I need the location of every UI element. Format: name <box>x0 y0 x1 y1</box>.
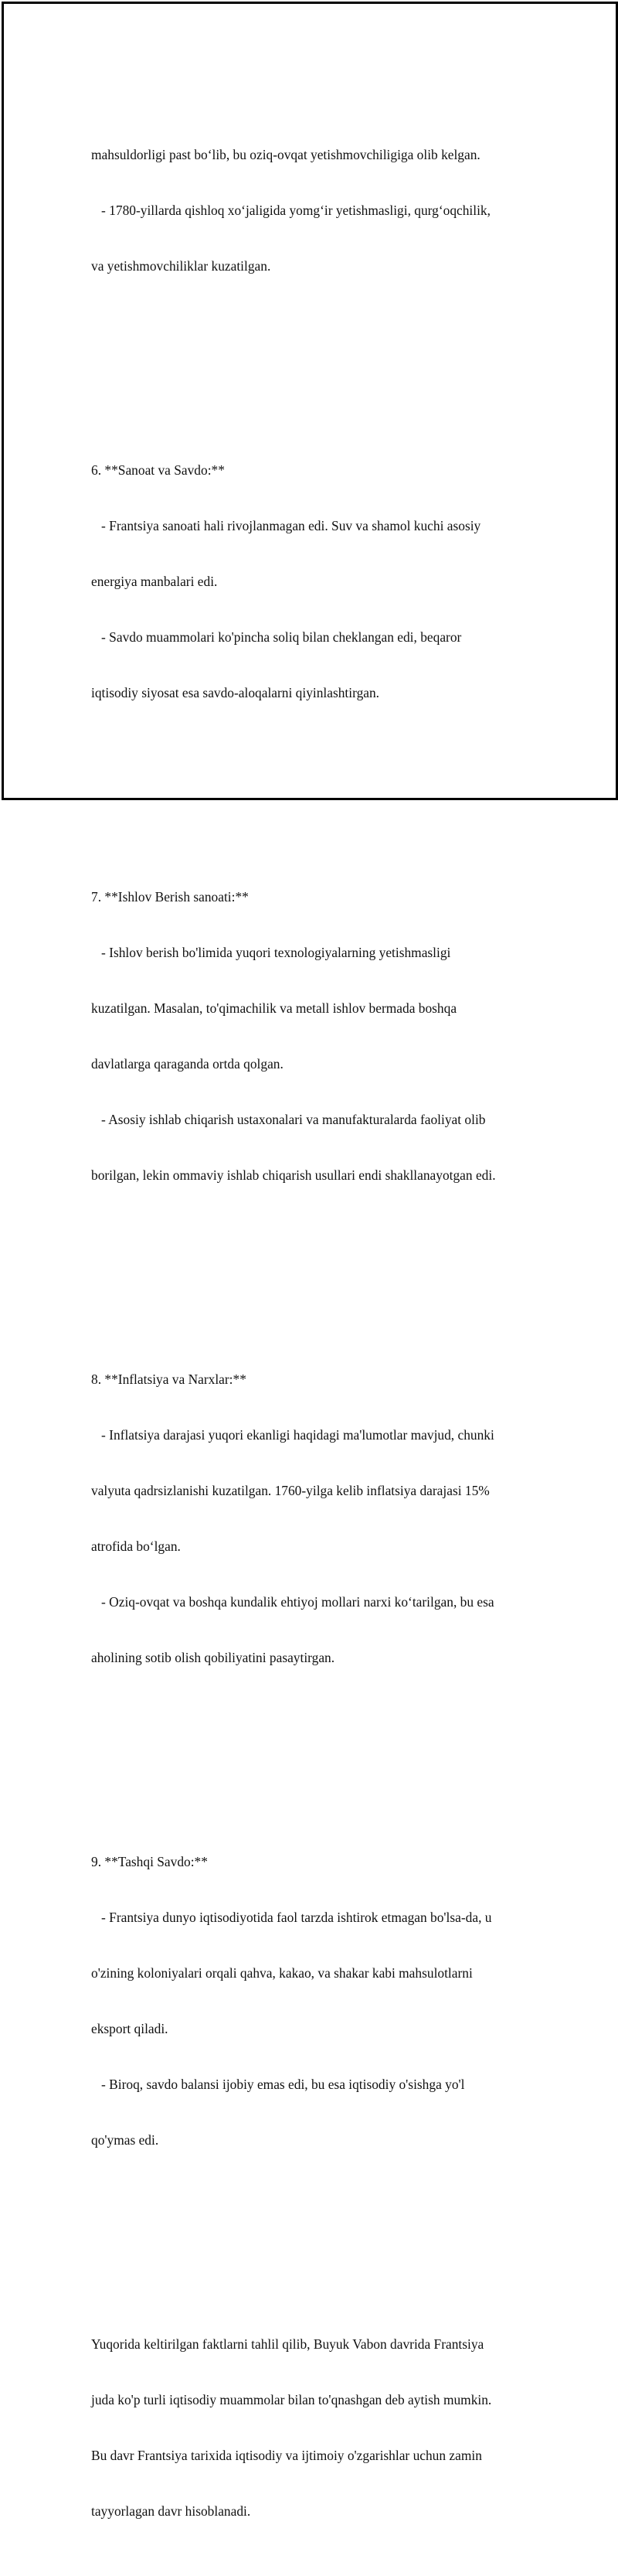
text-line: energiya manbalari edi. <box>91 574 218 589</box>
text-line: - Asosiy ishlab chiqarish ustaxonalari va manufakturalarda faoliyat olib <box>91 1112 486 1127</box>
text-line: valyuta qadrsizlanishi kuzatilgan. 1760-yilga kelib inflatsiya darajasi 15% <box>91 1483 490 1498</box>
intro-paragraph <box>91 108 539 312</box>
text-line: - Biroq, savdo balansi ijobiy emas edi, bu esa iqtisodiy o'sishga yo'l <box>91 2077 465 2092</box>
paragraph-spacer <box>91 2223 539 2242</box>
text-line: atrofida bo‘lgan. <box>91 1538 181 1554</box>
section-heading: 6. **Sanoat va Savdo:** <box>91 462 225 478</box>
text-line: - Oziq-ovqat va boshqa kundalik ehtiyoj mollari narxi ko‘tarilgan, bu esa <box>91 1594 494 1610</box>
text-line: eksport qiladi. <box>91 2021 168 2036</box>
text-line: borilgan, lekin ommaviy ishlab chiqarish usullari endi shakllanayotgan edi. <box>91 1167 496 1183</box>
text-line: o'zining koloniyalari orqali qahva, kakao, va shakar kabi mahsulotlarni <box>91 1965 473 1981</box>
document-body <box>91 71 539 2576</box>
paragraph-spacer <box>91 1741 539 1760</box>
text-line: - Frantsiya sanoati hali rivojlanmagan edi. Suv va shamol kuchi asosiy <box>91 518 481 533</box>
text-line: juda ko'p turli iqtisodiy muammolar bilan to'qnashgan deb aytish mumkin. <box>91 2392 492 2407</box>
text-line: - Frantsiya dunyo iqtisodiyotida faol tarzda ishtirok etmagan bo'lsa-da, u <box>91 1910 492 1925</box>
section-heading: 8. **Inflatsiya va Narxlar:** <box>91 1371 246 1387</box>
text-line: kuzatilgan. Masalan, to'qimachilik va metall ishlov bermada boshqa <box>91 1000 457 1016</box>
paragraph-spacer <box>91 349 539 368</box>
text-line: - Ishlov berish bo'limida yuqori texnologiyalarning yetishmasligi <box>91 945 451 960</box>
text-line: davlatlarga qaraganda ortda qolgan. <box>91 1056 284 1072</box>
text-line: iqtisodiy siyosat esa savdo-aloqalarni qiyinlashtirgan. <box>91 685 380 700</box>
paragraph-spacer <box>91 776 539 795</box>
text-line: qo'ymas edi. <box>91 2132 159 2148</box>
conclusion-paragraph <box>91 2298 539 2557</box>
text-line: tayyorlagan davr hisoblanadi. <box>91 2503 251 2519</box>
section-6 <box>91 424 539 739</box>
text-line: - Inflatsiya darajasi yuqori ekanligi haqidagi ma'lumotlar mavjud, chunki <box>91 1427 494 1443</box>
section-9 <box>91 1815 539 2186</box>
text-line: aholining sotib olish qobiliyatini pasaytirgan. <box>91 1650 335 1665</box>
section-8 <box>91 1333 539 1704</box>
section-7 <box>91 850 539 1222</box>
section-heading: 7. **Ishlov Berish sanoati:** <box>91 889 249 905</box>
text-line: - Savdo muammolari ko'pincha soliq bilan cheklangan edi, beqaror <box>91 629 462 645</box>
text-line: va yetishmovchiliklar kuzatilgan. <box>91 258 271 274</box>
text-line: Yuqorida keltirilgan faktlarni tahlil qilib, Buyuk Vabon davrida Frantsiya <box>91 2336 484 2352</box>
paragraph-spacer <box>91 1259 539 1277</box>
text-line: mahsuldorligi past bo‘lib, bu oziq-ovqat yetishmovchiligiga olib kelgan. <box>91 147 480 162</box>
text-line: - 1780-yillarda qishloq xo‘jaligida yomg‘ir yetishmasligi, qurg‘oqchilik, <box>91 203 491 218</box>
section-heading: 9. **Tashqi Savdo:** <box>91 1854 208 1869</box>
text-line: Bu davr Frantsiya tarixida iqtisodiy va ijtimoiy o'zgarishlar uchun zamin <box>91 2448 482 2463</box>
